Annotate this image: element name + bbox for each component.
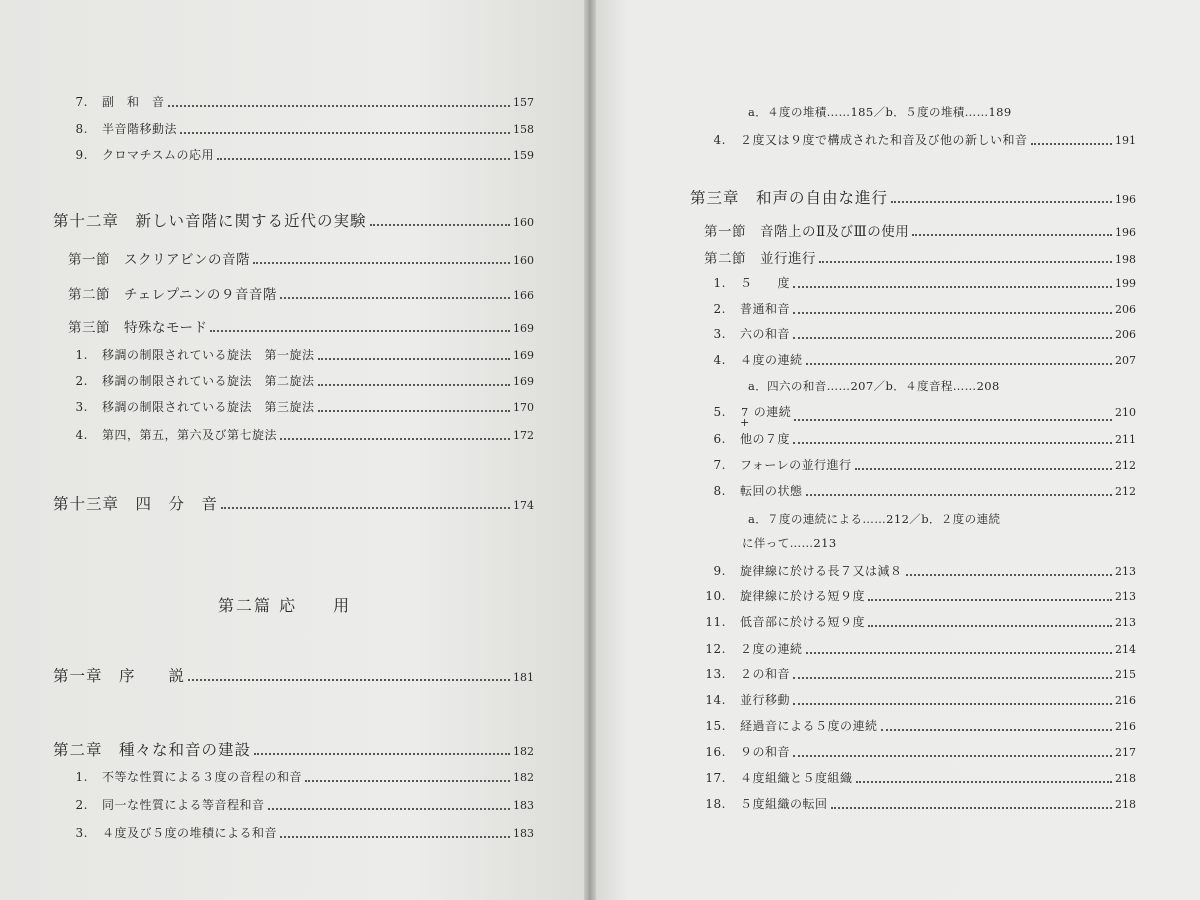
entry-number: 8. bbox=[713, 484, 726, 498]
entry-page: 157 bbox=[513, 96, 534, 109]
entry-page: 213 bbox=[1115, 565, 1136, 578]
entry-number: 12. bbox=[705, 642, 726, 656]
dot-leader bbox=[856, 780, 1112, 783]
entry-page: 199 bbox=[1115, 277, 1136, 290]
entry-page: 191 bbox=[1115, 134, 1136, 147]
entry-number: 18. bbox=[705, 797, 726, 811]
dot-leader bbox=[793, 754, 1112, 757]
entry-title: 移調の制限されている旋法 第一旋法 bbox=[102, 348, 315, 362]
entry-title: 旋律線に於ける短９度 bbox=[740, 589, 866, 603]
dot-leader bbox=[891, 200, 1112, 203]
entry-number: 7. bbox=[713, 458, 726, 472]
entry-title: クロマチスムの応用 bbox=[102, 148, 215, 162]
toc-entry bbox=[704, 665, 1136, 682]
entry-number: 4. bbox=[713, 133, 726, 147]
entry-title: ４度の連続 bbox=[740, 353, 803, 367]
dot-leader bbox=[806, 493, 1112, 496]
toc-entry bbox=[66, 398, 534, 415]
toc-entry bbox=[704, 430, 1136, 447]
entry-page: 182 bbox=[513, 771, 534, 784]
toc-chapter bbox=[690, 186, 1136, 208]
section-page: 160 bbox=[513, 254, 534, 267]
entry-number: 3. bbox=[75, 826, 88, 840]
section-title: 第二節 チェレプニンの９音音階 bbox=[68, 287, 277, 303]
entry-title: 同一な性質による等音程和音 bbox=[102, 798, 265, 812]
dot-leader bbox=[906, 573, 1112, 576]
toc-section bbox=[68, 248, 534, 268]
entry-title: 移調の制限されている旋法 第二旋法 bbox=[102, 374, 315, 388]
entry-number: 2. bbox=[75, 798, 88, 812]
dot-leader bbox=[912, 233, 1112, 236]
toc-entry bbox=[66, 120, 534, 137]
entry-page: 159 bbox=[513, 149, 534, 162]
chapter-title: 第十二章 新しい音階に関する近代の実験 bbox=[53, 212, 367, 230]
dot-leader bbox=[210, 329, 510, 332]
entry-page: 206 bbox=[1115, 303, 1136, 316]
toc-entry bbox=[704, 300, 1136, 317]
entry-title: 半音階移動法 bbox=[102, 122, 178, 136]
entry-number: 2. bbox=[75, 374, 88, 388]
toc-entry bbox=[704, 325, 1136, 342]
chapter-page: 182 bbox=[513, 745, 534, 758]
chapter-title: 第一章 序 説 bbox=[53, 667, 186, 685]
section-title: 第一節 スクリアビンの音階 bbox=[68, 252, 250, 268]
dot-leader bbox=[188, 678, 510, 681]
toc-entry bbox=[704, 562, 1136, 579]
entry-page: 169 bbox=[513, 349, 534, 362]
dot-leader bbox=[318, 409, 510, 412]
entry-page: 158 bbox=[513, 123, 534, 136]
entry-number: 14. bbox=[705, 693, 726, 707]
entry-page: 207 bbox=[1115, 354, 1136, 367]
toc-subentry: a．四六の和音……207／b．４度音程……208 bbox=[748, 379, 1000, 393]
dot-leader bbox=[868, 624, 1112, 627]
toc-chapter bbox=[53, 209, 534, 231]
dot-leader bbox=[793, 441, 1112, 444]
chapter-title: 第三章 和声の自由な進行 bbox=[690, 189, 889, 207]
dot-leader bbox=[253, 261, 510, 264]
dot-leader bbox=[318, 357, 510, 360]
dot-leader bbox=[280, 835, 510, 838]
entry-title: 六の和音 bbox=[740, 327, 791, 341]
entry-title: 低音部に於ける短９度 bbox=[740, 615, 866, 629]
entry-number: 15. bbox=[705, 719, 726, 733]
entry-title: 経過音による５度の連続 bbox=[740, 719, 878, 733]
entry-page: 218 bbox=[1115, 772, 1136, 785]
entry-title: 副 和 音 bbox=[102, 95, 165, 109]
toc-section bbox=[704, 247, 1136, 267]
entry-number: 7. bbox=[75, 95, 88, 109]
toc-entry bbox=[704, 403, 1136, 428]
chord-figure bbox=[740, 408, 750, 428]
entry-page: 172 bbox=[513, 429, 534, 442]
entry-number: 3. bbox=[713, 327, 726, 341]
toc-entry bbox=[66, 796, 534, 813]
section-title: 第一節 音階上のⅡ及びⅢの使用 bbox=[704, 224, 910, 240]
entry-page: 215 bbox=[1115, 668, 1136, 681]
toc-entry bbox=[704, 131, 1136, 148]
toc-entry bbox=[66, 93, 534, 110]
entry-page: 206 bbox=[1115, 328, 1136, 341]
entry-page: 216 bbox=[1115, 694, 1136, 707]
entry-page: 213 bbox=[1115, 590, 1136, 603]
entry-title: の連続 bbox=[753, 405, 792, 419]
section-page: 198 bbox=[1115, 253, 1136, 266]
dot-leader bbox=[1031, 142, 1112, 145]
entry-title: フォーレの並行進行 bbox=[740, 458, 852, 472]
dot-leader bbox=[855, 467, 1112, 470]
section-page: 166 bbox=[513, 289, 534, 302]
dot-leader bbox=[806, 651, 1112, 654]
entry-number: 5. bbox=[713, 405, 726, 419]
entry-page: 212 bbox=[1115, 485, 1136, 498]
toc-entry bbox=[704, 691, 1136, 708]
toc-subentry: a．７度の連続による……212／b．２度の連続 bbox=[748, 512, 1001, 526]
entry-title: ２度又は９度で構成された和音及び他の新しい和音 bbox=[740, 133, 1028, 147]
dot-leader bbox=[254, 752, 510, 755]
dot-leader bbox=[268, 807, 510, 810]
entry-number: 2. bbox=[713, 302, 726, 316]
toc-entry bbox=[704, 640, 1136, 657]
entry-title: ４度組織と５度組織 bbox=[740, 771, 853, 785]
entry-number: 6. bbox=[713, 432, 726, 446]
entry-title: 転回の状態 bbox=[740, 484, 803, 498]
entry-number: 1. bbox=[713, 276, 726, 290]
entry-page: 169 bbox=[513, 375, 534, 388]
toc-entry bbox=[66, 824, 534, 841]
dot-leader bbox=[180, 131, 510, 134]
dot-leader bbox=[168, 104, 510, 107]
dot-leader bbox=[217, 157, 510, 160]
toc-section bbox=[68, 283, 534, 303]
entry-number: 9. bbox=[713, 564, 726, 578]
dot-leader bbox=[831, 806, 1112, 809]
toc-entry bbox=[704, 717, 1136, 734]
entry-number: 4. bbox=[75, 428, 88, 442]
book-gutter bbox=[584, 0, 596, 900]
dot-leader bbox=[794, 418, 1112, 421]
toc-chapter bbox=[53, 664, 534, 686]
entry-title: 移調の制限されている旋法 第三旋法 bbox=[102, 400, 315, 414]
chapter-title: 第二章 種々な和音の建設 bbox=[53, 741, 252, 759]
entry-title: 並行移動 bbox=[740, 693, 791, 707]
entry-page: 218 bbox=[1115, 798, 1136, 811]
entry-page: 212 bbox=[1115, 459, 1136, 472]
entry-page: 216 bbox=[1115, 720, 1136, 733]
toc-entry bbox=[704, 456, 1136, 473]
entry-title: 第四，第五，第六及び第七旋法 bbox=[102, 428, 278, 442]
entry-number: 17. bbox=[705, 771, 726, 785]
toc-subentry: a．４度の堆積……185／b．５度の堆積……189 bbox=[748, 105, 1012, 119]
toc-subentry: に伴って……213 bbox=[742, 536, 837, 550]
toc-entry bbox=[704, 587, 1136, 604]
dot-leader bbox=[793, 285, 1112, 288]
entry-title: ４度及び５度の堆積による和音 bbox=[102, 826, 278, 840]
dot-leader bbox=[819, 260, 1112, 263]
entry-title: ５度組織の転回 bbox=[740, 797, 828, 811]
entry-title: ９の和音 bbox=[740, 745, 791, 759]
entry-page: 217 bbox=[1115, 746, 1136, 759]
entry-page: 170 bbox=[513, 401, 534, 414]
entry-number: 1. bbox=[75, 348, 88, 362]
dot-leader bbox=[280, 296, 510, 299]
entry-title: ５ 度 bbox=[740, 276, 791, 290]
section-page: 196 bbox=[1115, 226, 1136, 239]
dot-leader bbox=[305, 779, 510, 782]
entry-number: 9. bbox=[75, 148, 88, 162]
chord-figure-bottom: + bbox=[740, 416, 750, 429]
dot-leader bbox=[793, 311, 1112, 314]
chapter-page: 174 bbox=[513, 499, 534, 512]
entry-page: 210 bbox=[1115, 406, 1136, 419]
dot-leader bbox=[793, 702, 1112, 705]
entry-title: 普通和音 bbox=[740, 302, 791, 316]
toc-chapter bbox=[53, 738, 534, 760]
toc-entry bbox=[704, 795, 1136, 812]
dot-leader bbox=[280, 437, 510, 440]
dot-leader bbox=[370, 223, 510, 226]
entry-number: 8. bbox=[75, 122, 88, 136]
entry-number: 1. bbox=[75, 770, 88, 784]
dot-leader bbox=[881, 728, 1112, 731]
entry-title: 旋律線に於ける長７又は減８ bbox=[740, 564, 903, 578]
entry-page: 183 bbox=[513, 799, 534, 812]
dot-leader bbox=[793, 336, 1112, 339]
entry-number: 10. bbox=[705, 589, 726, 603]
toc-entry bbox=[704, 482, 1136, 499]
dot-leader bbox=[806, 362, 1112, 365]
dot-leader bbox=[868, 598, 1112, 601]
toc-entry bbox=[704, 743, 1136, 760]
dot-leader bbox=[318, 383, 510, 386]
section-title: 第三節 特殊なモード bbox=[68, 320, 208, 336]
toc-entry bbox=[66, 768, 534, 785]
toc-entry bbox=[66, 146, 534, 163]
section-title: 第二節 並行進行 bbox=[704, 251, 816, 267]
entry-title: ２度の連続 bbox=[740, 642, 803, 656]
entry-title: ２の和音 bbox=[740, 667, 791, 681]
part-heading: 第二篇 応 用 bbox=[218, 596, 352, 615]
chapter-page: 196 bbox=[1115, 193, 1136, 206]
toc-entry bbox=[66, 426, 534, 443]
dot-leader bbox=[221, 506, 510, 509]
entry-page: 211 bbox=[1115, 433, 1136, 446]
chapter-title: 第十三章 四 分 音 bbox=[53, 495, 219, 513]
entry-page: 214 bbox=[1115, 643, 1136, 656]
chord-figure-top: 7 bbox=[741, 406, 749, 419]
entry-page: 183 bbox=[513, 827, 534, 840]
entry-number: 13. bbox=[705, 667, 726, 681]
entry-page: 213 bbox=[1115, 616, 1136, 629]
toc-section bbox=[704, 220, 1136, 240]
entry-number: 16. bbox=[705, 745, 726, 759]
toc-entry bbox=[704, 274, 1136, 291]
entry-number: 11. bbox=[705, 615, 726, 629]
entry-number: 3. bbox=[75, 400, 88, 414]
toc-entry bbox=[704, 769, 1136, 786]
section-page: 169 bbox=[513, 322, 534, 335]
dot-leader bbox=[793, 676, 1112, 679]
entry-number: 4. bbox=[713, 353, 726, 367]
entry-title: 不等な性質による３度の音程の和音 bbox=[102, 770, 303, 784]
toc-chapter bbox=[53, 492, 534, 514]
chapter-page: 181 bbox=[513, 671, 534, 684]
toc-entry bbox=[66, 346, 534, 363]
toc-entry bbox=[704, 351, 1136, 368]
chapter-page: 160 bbox=[513, 216, 534, 229]
toc-entry bbox=[704, 613, 1136, 630]
toc-entry bbox=[66, 372, 534, 389]
toc-section bbox=[68, 316, 534, 336]
entry-title: 他の７度 bbox=[740, 432, 791, 446]
